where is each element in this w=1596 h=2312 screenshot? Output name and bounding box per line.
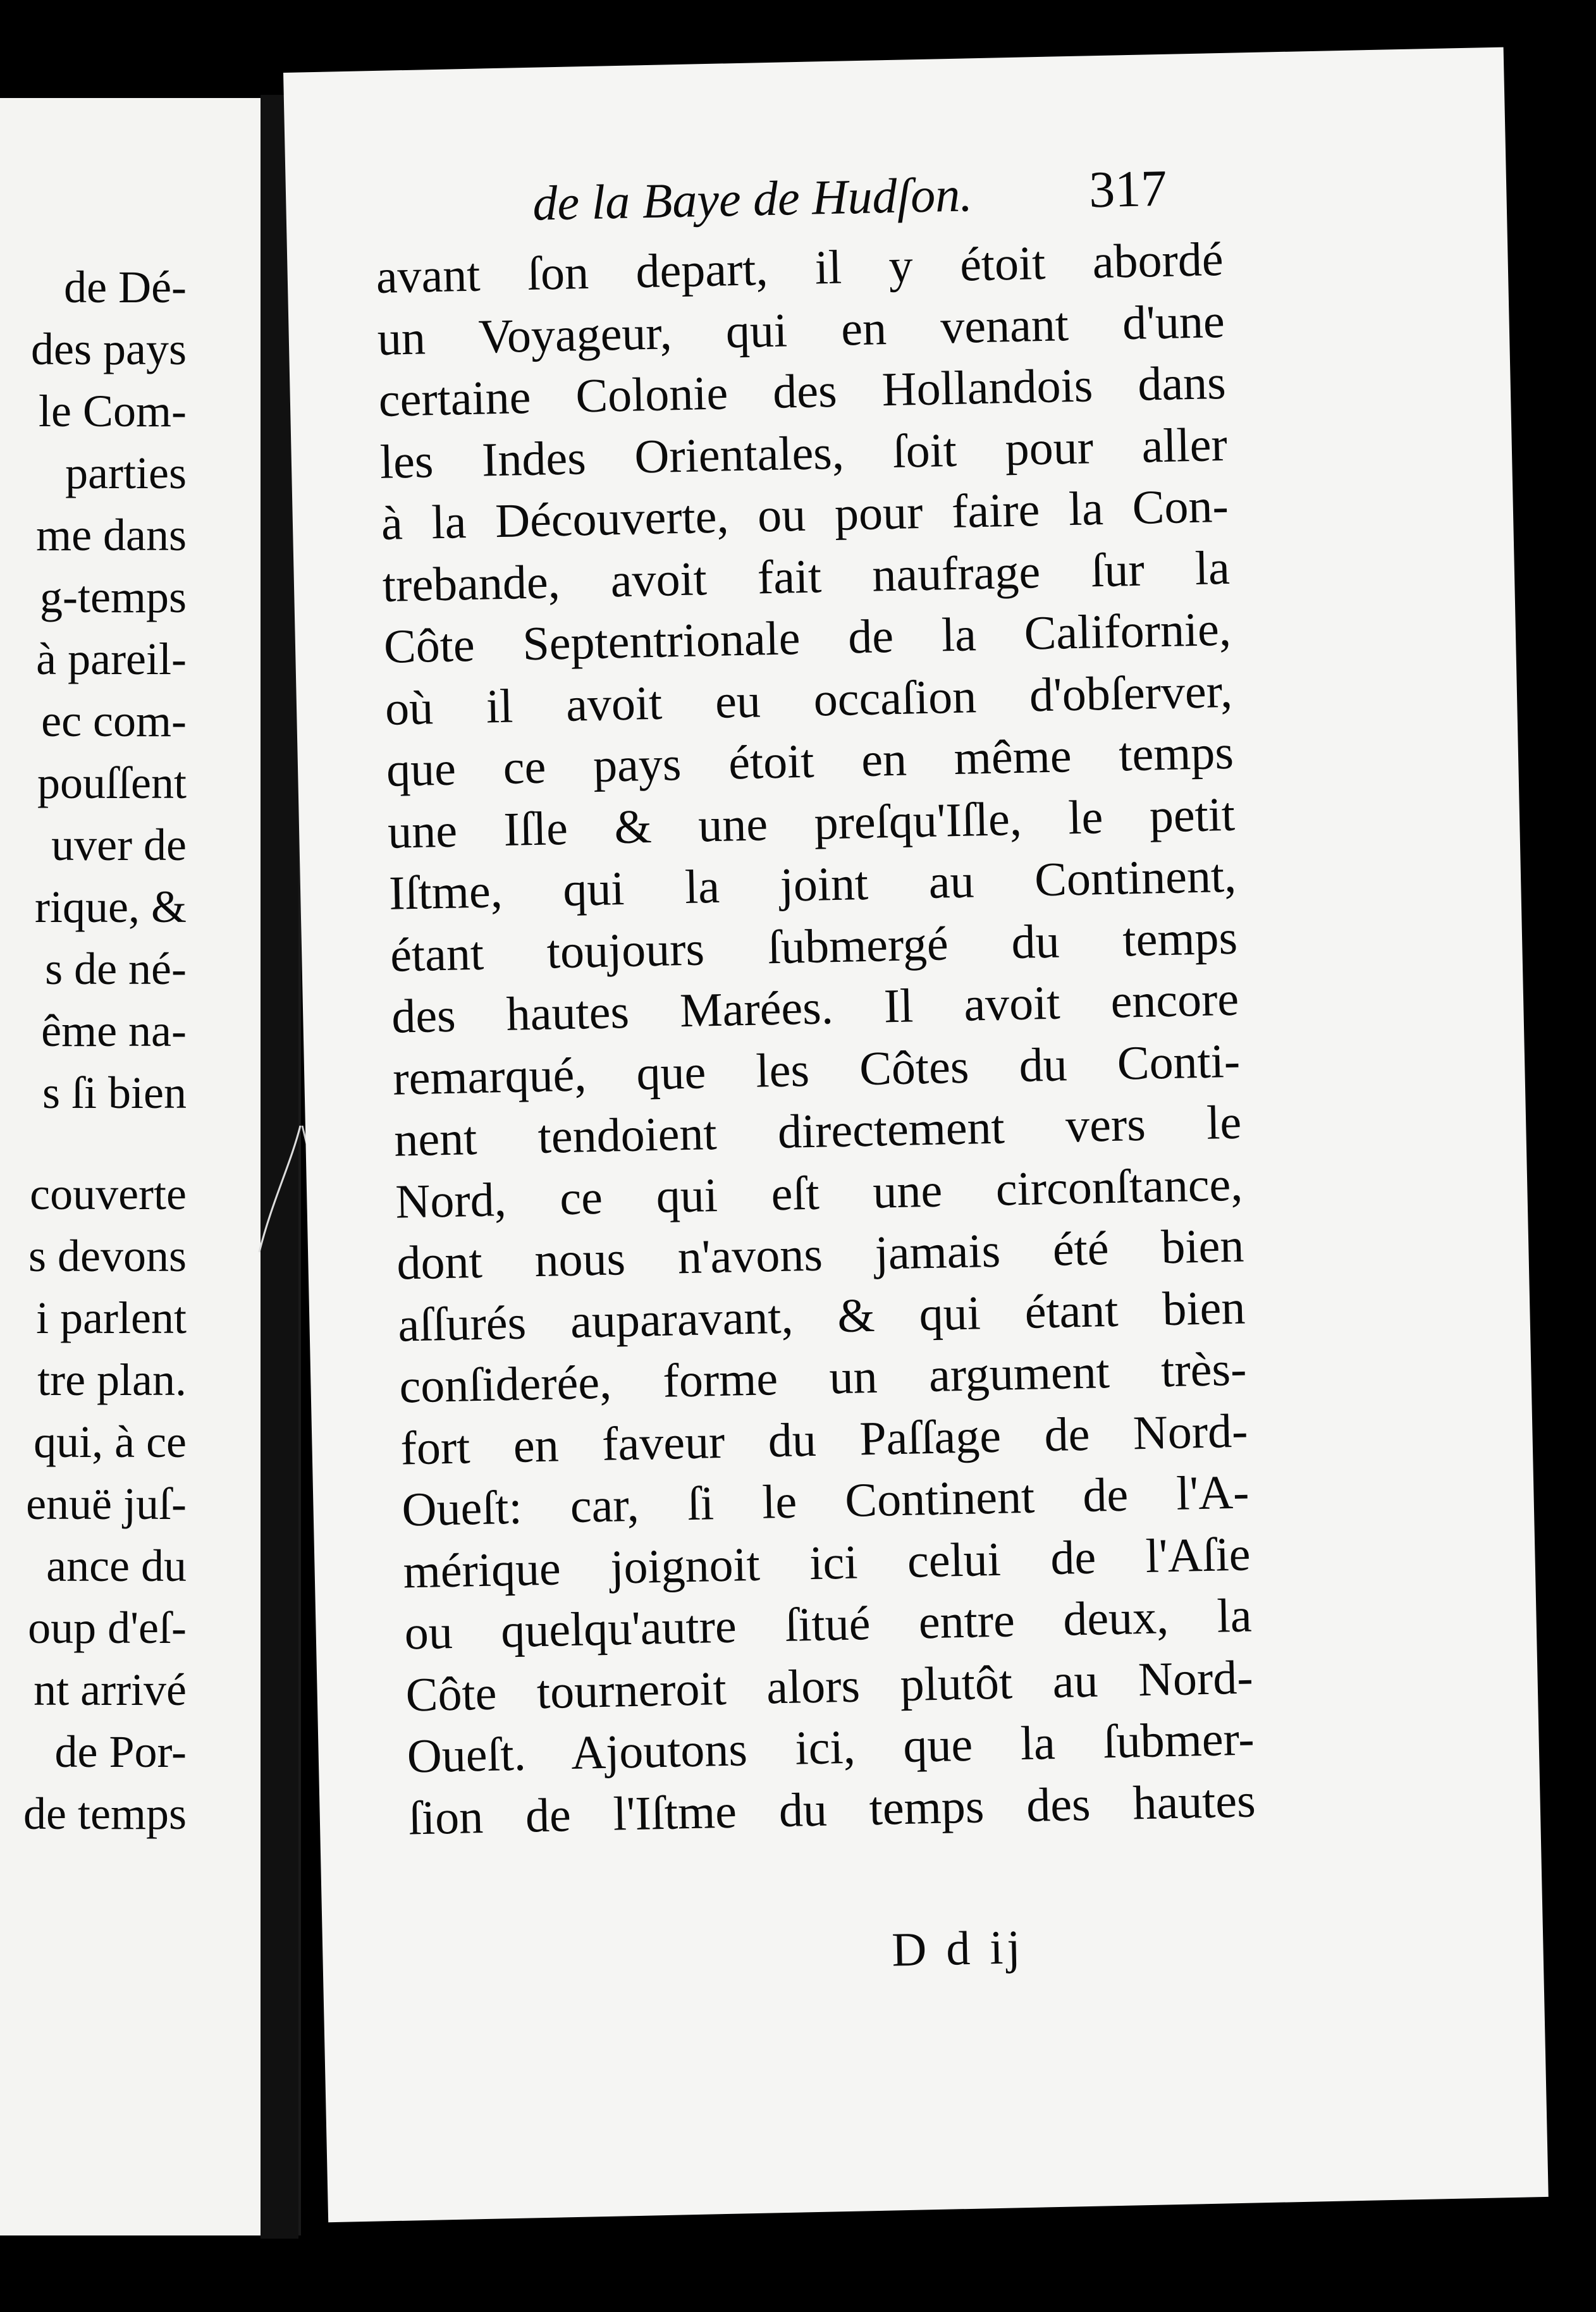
body-line: Côte tourneroit alors plutôt au Nord- (405, 1650, 1254, 1721)
left-page-line: pouſſent (37, 758, 187, 808)
body-line: mérique joignoit ici celui de l'Aſie (402, 1527, 1251, 1599)
body-text (376, 229, 1256, 1850)
body-line: trebande, avoit fait naufrage ſur la (382, 541, 1231, 612)
body-line: que ce pays étoit en même temps (386, 725, 1234, 797)
left-page-line: de Dé- (64, 262, 187, 312)
body-line: des hautes Marées. Il avoit encore (391, 972, 1239, 1043)
page-number: 317 (1088, 159, 1168, 219)
left-page-line: oup d'eſ- (28, 1602, 187, 1653)
left-page-line: g-temps (40, 572, 187, 622)
body-line: Oueſt. Ajoutons ici, que la ſubmer- (406, 1712, 1255, 1783)
body-line: Côte Septentrionale de la Californie, (383, 602, 1232, 673)
body-line: une Iſle & une preſqu'Iſle, le petit (387, 787, 1236, 859)
body-line: remarqué, que les Côtes du Conti- (392, 1034, 1241, 1105)
left-page-line: le Com- (39, 386, 187, 436)
left-page-line: ec com- (41, 696, 187, 746)
left-page-line: s ſi bien (42, 1067, 187, 1118)
body-line: conſiderée, forme un argument très- (398, 1342, 1248, 1413)
body-line: ſion de l'Iſtme du temps des hautes (407, 1773, 1256, 1845)
left-page-line: uver de (51, 820, 187, 870)
left-page-line: qui, à ce (34, 1417, 187, 1467)
body-line: Iſtme, qui la joint au Continent, (388, 849, 1237, 920)
body-line: ou quelqu'autre ſitué entre deux, la (403, 1589, 1253, 1660)
left-page-line: me dans (36, 510, 187, 560)
body-line: étant toujours ſubmergé du temps (390, 911, 1238, 982)
body-line: avant ſon depart, il y étoit abordé (375, 232, 1224, 304)
left-page-line: des pays (31, 324, 187, 374)
left-page-line: de temps (23, 1788, 187, 1839)
body-line: Nord, ce qui eſt une circonſtance, (395, 1157, 1244, 1229)
left-page-line: parties (65, 448, 187, 498)
running-header: de la Baye de Hudſon. (532, 166, 973, 231)
left-page-line: de Por- (54, 1726, 187, 1777)
right-page (283, 47, 1549, 2223)
body-line: les Indes Orientales, ſoit pour aller (379, 417, 1228, 489)
left-page-line: couverte (30, 1169, 187, 1219)
left-page-line: s devons (28, 1231, 187, 1281)
left-page-text (0, 256, 300, 1845)
left-page-line: s de né- (45, 944, 187, 994)
left-page-line: à pareil- (36, 634, 187, 684)
left-page-line: ême na- (41, 1005, 187, 1056)
body-line: Oueſt: car, ſi le Continent de l'A- (401, 1465, 1250, 1537)
body-line: certaine Colonie des Hollandois dans (378, 355, 1227, 427)
body-line: aſſurés auparavant, & qui étant bien (397, 1281, 1246, 1352)
body-line: dont nous n'avons jamais été bien (396, 1219, 1245, 1290)
body-line: un Voyageur, qui en venant d'une (376, 294, 1225, 366)
signature-mark: D d ij (891, 1921, 1025, 1977)
left-page-line: enuë juſ- (26, 1479, 187, 1529)
body-line: où il avoit eu occaſion d'obſerver, (384, 664, 1233, 735)
left-page-line: rique, & (35, 882, 187, 932)
left-page-line: nt arrivé (34, 1664, 187, 1715)
left-page-line: i parlent (36, 1293, 187, 1343)
body-line: nent tendoient directement vers le (393, 1095, 1242, 1167)
body-line: à la Découverte, ou pour faire la Con- (381, 479, 1229, 550)
left-page-line: tre plan. (37, 1355, 187, 1405)
body-line: fort en faveur du Paſſage de Nord- (400, 1404, 1249, 1475)
left-page-line: ance du (46, 1540, 187, 1591)
